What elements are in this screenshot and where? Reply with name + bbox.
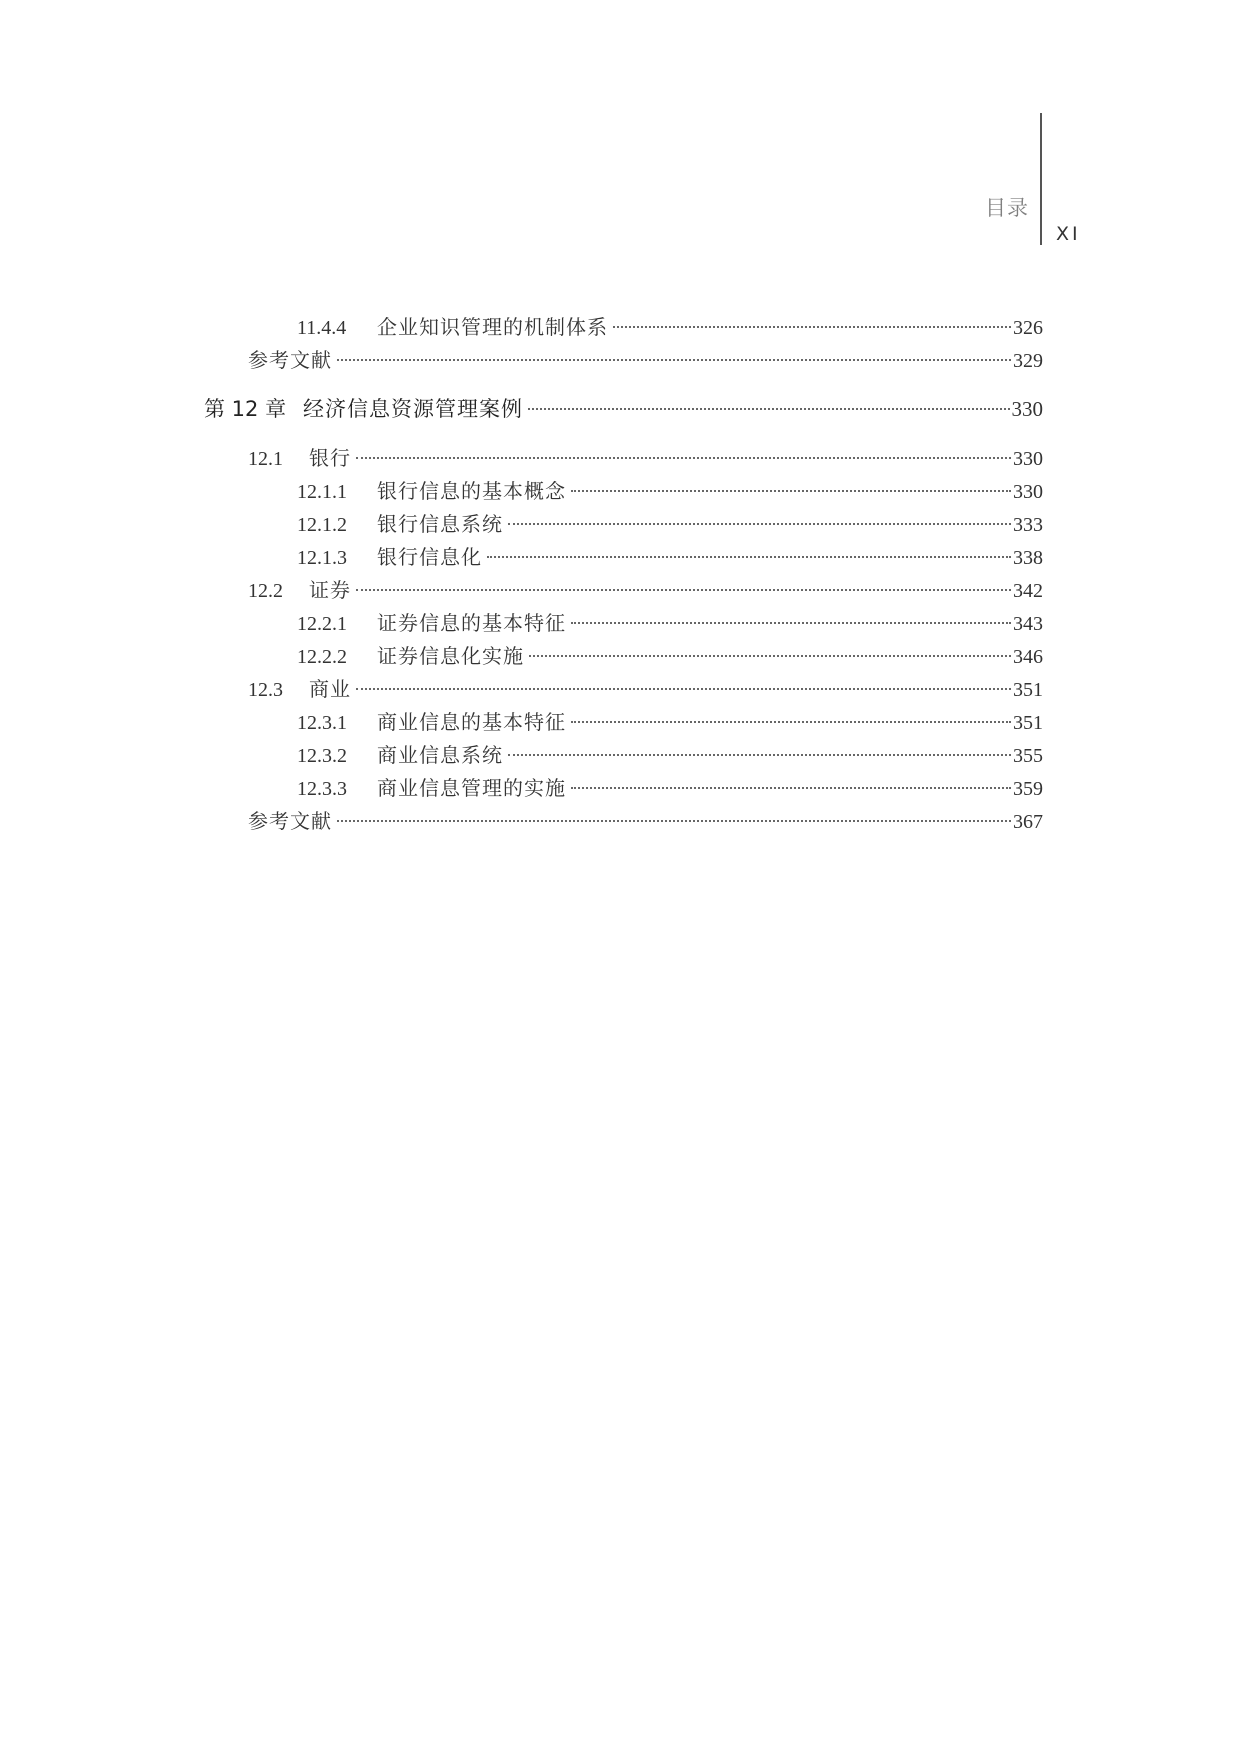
toc-entry-page: 351 <box>1013 679 1043 701</box>
toc-entry-title: 银行信息的基本概念 <box>377 479 566 503</box>
toc-entry-page: 338 <box>1013 547 1043 569</box>
toc-entry-page: 346 <box>1013 646 1043 668</box>
toc-entry-page: 359 <box>1013 778 1043 800</box>
toc-chapter-number: 第 12 章 <box>204 397 287 421</box>
toc-entry <box>297 479 1043 504</box>
toc-entry-title: 商业信息管理的实施 <box>377 776 566 800</box>
toc-entry <box>297 776 1043 801</box>
toc-entry <box>297 743 1043 768</box>
dot-leader <box>571 787 1011 789</box>
dot-leader <box>337 359 1011 361</box>
toc-section-entry <box>248 446 1043 471</box>
toc-entry-title: 银行 <box>309 446 351 470</box>
toc-entry-number: 12.1 <box>248 448 283 470</box>
toc-entry-title: 商业信息的基本特征 <box>377 710 566 734</box>
toc-entry-page: 326 <box>1013 317 1043 339</box>
toc-entry-page: 355 <box>1013 745 1043 767</box>
toc-entry-title: 银行信息化 <box>377 545 482 569</box>
toc-entry-page: 367 <box>1013 811 1043 833</box>
toc-entry-number: 12.3.3 <box>297 778 347 800</box>
toc-entry-page: 343 <box>1013 613 1043 635</box>
toc-entry-page: 351 <box>1013 712 1043 734</box>
toc-entry-title: 商业 <box>309 677 351 701</box>
toc-entry-number: 12.1.3 <box>297 547 347 569</box>
toc-section-entry <box>248 578 1043 603</box>
running-header-section: 目录 <box>985 196 1029 220</box>
toc-entry <box>297 545 1043 570</box>
toc-entry-number: 12.2.2 <box>297 646 347 668</box>
toc-entry-number: 12.1.2 <box>297 514 347 536</box>
dot-leader <box>508 754 1011 756</box>
toc-entry-title: 商业信息系统 <box>377 743 503 767</box>
toc-entry <box>297 512 1043 537</box>
toc-chapter-title: 经济信息资源管理案例 <box>303 397 523 421</box>
toc-entry-title: 参考文献 <box>248 348 332 372</box>
toc-entry <box>297 710 1043 735</box>
toc-entry-title: 证券信息的基本特征 <box>377 611 566 635</box>
toc-entry-page: 342 <box>1013 580 1043 602</box>
dot-leader <box>571 721 1011 723</box>
toc-entry-number: 12.3.1 <box>297 712 347 734</box>
toc-entry-page: 333 <box>1013 514 1043 536</box>
toc-chapter-entry <box>204 397 1043 421</box>
dot-leader <box>487 556 1011 558</box>
toc-entry-number: 12.3 <box>248 679 283 701</box>
dot-leader <box>571 622 1011 624</box>
toc-entry <box>297 644 1043 669</box>
toc-entry-page: 329 <box>1013 350 1043 372</box>
toc-entry-number: 11.4.4 <box>297 317 347 339</box>
dot-leader <box>508 523 1011 525</box>
toc-entry-page: 330 <box>1011 397 1043 421</box>
dot-leader <box>356 589 1011 591</box>
toc-entry-title: 企业知识管理的机制体系 <box>377 315 608 339</box>
toc-section-entry <box>248 677 1043 702</box>
dot-leader <box>571 490 1011 492</box>
dot-leader <box>356 688 1011 690</box>
toc-entry-title: 证券信息化实施 <box>377 644 524 668</box>
dot-leader <box>528 408 1010 410</box>
toc-entry-title: 证券 <box>309 578 351 602</box>
toc-entry-number: 12.2 <box>248 580 283 602</box>
toc-entry-references <box>248 348 1043 373</box>
toc-entry <box>297 315 1043 340</box>
toc-entry-page: 330 <box>1013 481 1043 503</box>
toc-entry <box>297 611 1043 636</box>
running-header-page-number: XI <box>1056 223 1081 245</box>
toc-entry-title: 参考文献 <box>248 809 332 833</box>
dot-leader <box>356 457 1011 459</box>
toc-entry-number: 12.1.1 <box>297 481 347 503</box>
toc-entry-title: 银行信息系统 <box>377 512 503 536</box>
toc-entry-references <box>248 809 1043 834</box>
toc-entry-number: 12.2.1 <box>297 613 347 635</box>
dot-leader <box>529 655 1011 657</box>
toc-entry-number: 12.3.2 <box>297 745 347 767</box>
dot-leader <box>613 326 1011 328</box>
dot-leader <box>337 820 1011 822</box>
toc-entry-page: 330 <box>1013 448 1043 470</box>
